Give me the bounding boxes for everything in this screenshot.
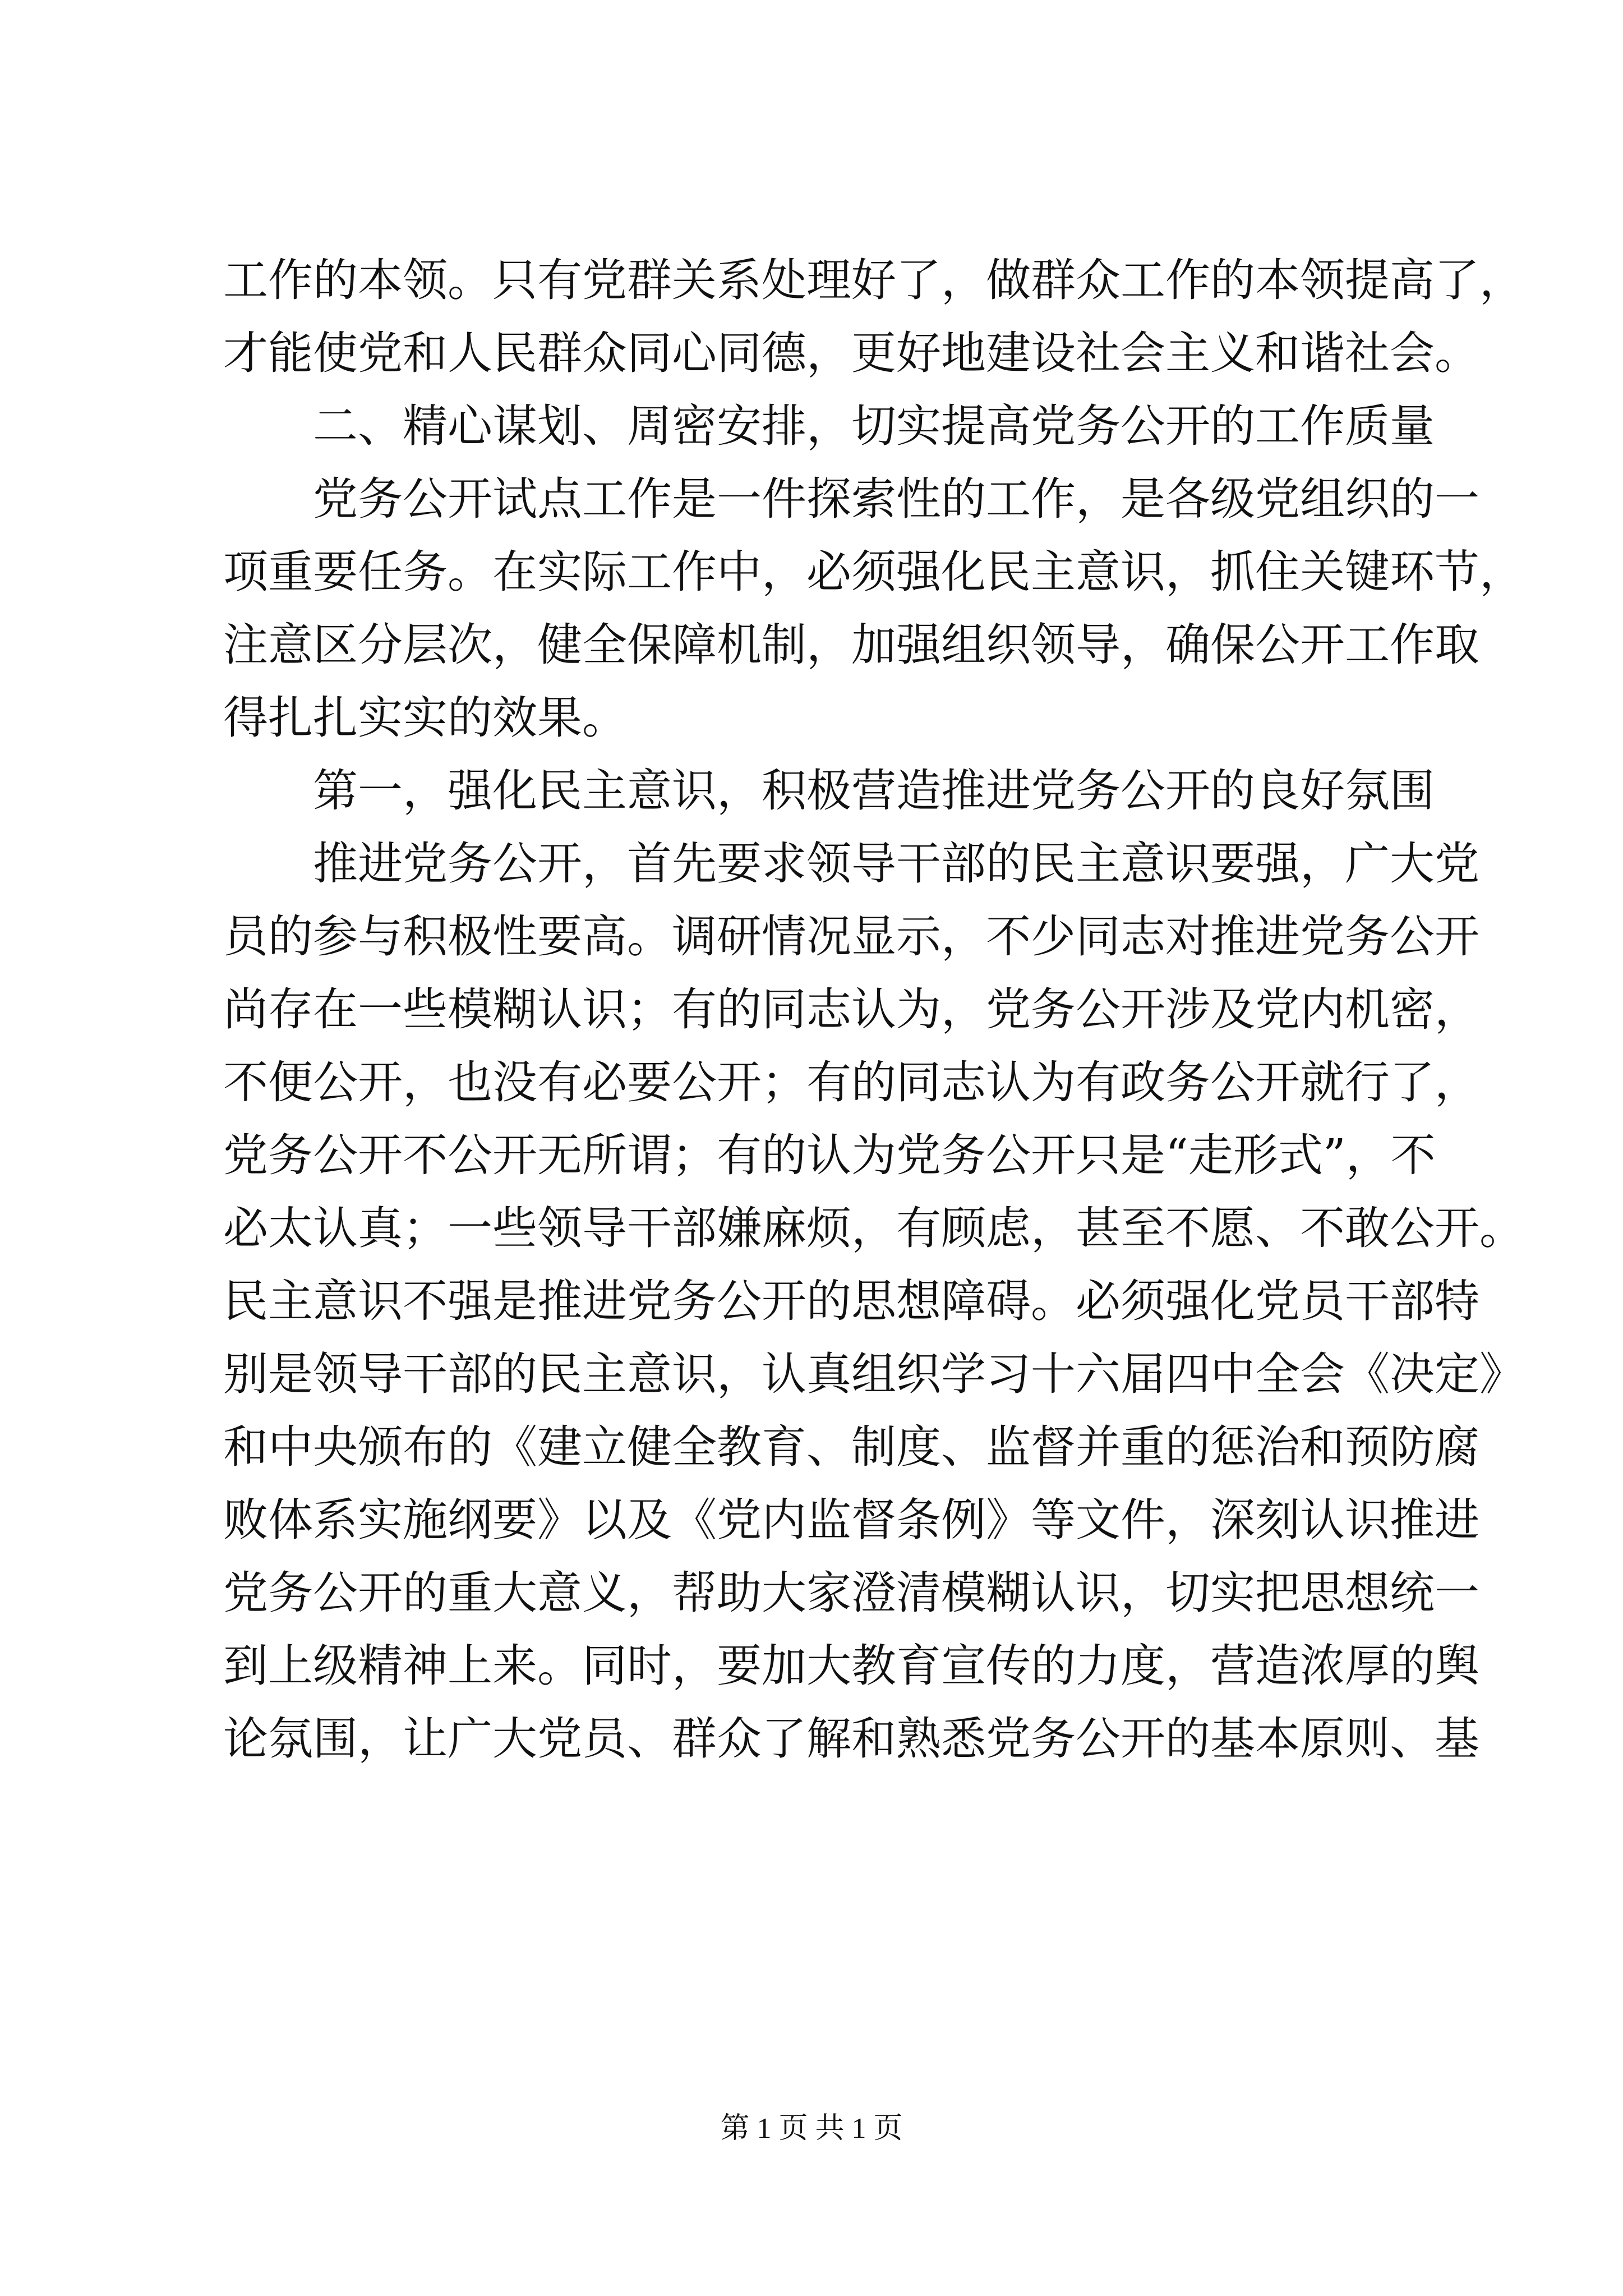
- section-heading: 二、精心谋划、周密安排，切实提高党务公开的工作质量: [313, 400, 1435, 452]
- text-line: 必太认真；一些领导干部嫌麻烦，有顾虑，甚至不愿、不敢公开。: [223, 1202, 1524, 1254]
- text-line: 工作的本领。只有党群关系处理好了，做群众工作的本领提高了，: [223, 254, 1524, 306]
- subsection-heading: 第一，强化民主意识，积极营造推进党务公开的良好氛围: [313, 765, 1435, 817]
- text-line: 败体系实施纲要》以及《党内监督条例》等文件，深刻认识推进: [223, 1494, 1479, 1546]
- text-line: 党务公开试点工作是一件探索性的工作，是各级党组织的一: [313, 473, 1479, 525]
- text-line: 员的参与积极性要高。调研情况显示，不少同志对推进党务公开: [223, 910, 1479, 963]
- text-line: 才能使党和人民群众同心同德，更好地建设社会主义和谐社会。: [223, 327, 1479, 379]
- text-line: 项重要任务。在实际工作中，必须强化民主意识，抓住关键环节，: [223, 546, 1524, 598]
- text-line: 民主意识不强是推进党务公开的思想障碍。必须强化党员干部特: [223, 1275, 1479, 1327]
- text-line: 党务公开的重大意义，帮助大家澄清模糊认识，切实把思想统一: [223, 1567, 1479, 1619]
- text-line: 论氛围，让广大党员、群众了解和熟悉党务公开的基本原则、基: [223, 1713, 1479, 1765]
- text-line: 得扎扎实实的效果。: [223, 692, 627, 744]
- page-number-footer: 第 1 页 共 1 页: [720, 2113, 903, 2145]
- text-line: 不便公开，也没有必要公开；有的同志认为有政务公开就行了，: [223, 1056, 1479, 1108]
- text-line: 推进党务公开，首先要求领导干部的民主意识要强，广大党: [313, 838, 1479, 890]
- text-line: 注意区分层次，健全保障机制，加强组织领导，确保公开工作取: [223, 619, 1479, 671]
- text-line: 尚存在一些模糊认识；有的同志认为，党务公开涉及党内机密，: [223, 983, 1479, 1036]
- text-line: 到上级精神上来。同时，要加大教育宣传的力度，营造浓厚的舆: [223, 1640, 1479, 1692]
- text-line: 别是领导干部的民主意识，认真组织学习十六届四中全会《决定》: [223, 1348, 1524, 1400]
- text-line: 党务公开不公开无所谓；有的认为党务公开只是“走形式”，不: [223, 1129, 1436, 1181]
- text-line: 和中央颁布的《建立健全教育、制度、监督并重的惩治和预防腐: [223, 1421, 1479, 1473]
